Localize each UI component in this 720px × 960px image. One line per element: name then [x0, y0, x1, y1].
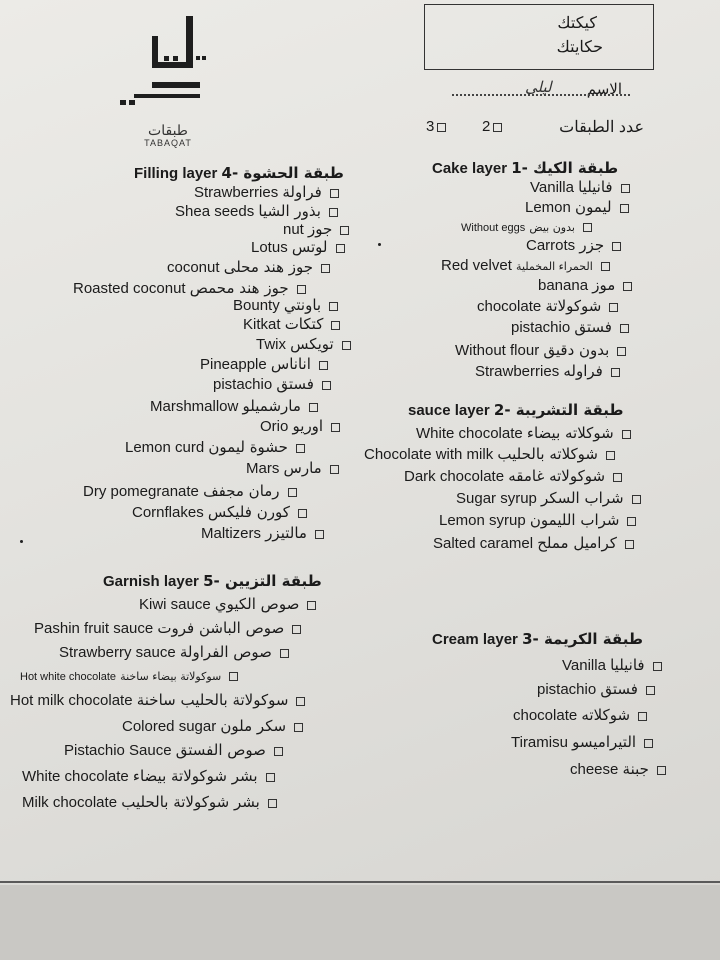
- sauce-layer-title: sauce layer طبقة التشريبة -2: [408, 401, 624, 419]
- garnish-item-pashin-fruit-sauce[interactable]: Pashin fruit sauce صوص الباشن فروت: [34, 619, 301, 637]
- checkbox-icon: [266, 773, 275, 782]
- filling-item-coconut[interactable]: coconut جوز هند محلى: [167, 258, 330, 276]
- filling-item-dry-pomegranate[interactable]: Dry pomegranate رمان مجفف: [83, 482, 297, 500]
- name-handwritten: ليلى: [525, 78, 552, 96]
- cake-item-lemon[interactable]: Lemon ليمون: [525, 198, 629, 216]
- slogan-line-2: حكايتك: [556, 37, 603, 56]
- checkbox-icon: [342, 341, 351, 350]
- filling-item-lotus[interactable]: Lotus لوتس: [251, 238, 345, 256]
- checkbox-icon: [330, 189, 339, 198]
- garnish-item-white-chocolate[interactable]: White chocolate بشر شوكولاتة بيضاء: [22, 767, 275, 785]
- slogan-line-1: كيكتك: [557, 13, 597, 32]
- logo-english: TABAQAT: [144, 138, 192, 148]
- filling-layer-title: Filling layer طبقة الحشوة -4: [134, 164, 344, 182]
- cake-item-red-velvet[interactable]: Red velvet الحمراء المخملية: [441, 257, 610, 274]
- tabaqat-logo-icon: [112, 12, 220, 132]
- checkbox-icon: [322, 381, 331, 390]
- checkbox-icon: [229, 672, 238, 681]
- checkbox-icon: [620, 204, 629, 213]
- checkbox-icon: [329, 208, 338, 217]
- checkbox-icon: [280, 649, 289, 658]
- garnish-item-strawberry-sauce[interactable]: Strawberry sauce صوص الفراولة: [59, 643, 289, 661]
- checkbox-icon: [625, 540, 634, 549]
- checkbox-icon: [329, 302, 338, 311]
- page-edge-line: [0, 881, 720, 883]
- checkbox-icon: [627, 517, 636, 526]
- name-label: الاسم: [586, 81, 622, 98]
- checkbox-icon: [321, 264, 330, 273]
- checkbox-icon: [613, 473, 622, 482]
- checkbox-icon: [601, 262, 610, 271]
- cake-item-without-flour[interactable]: Without flour بدون دقيق: [455, 341, 626, 359]
- cake-item-vanilla[interactable]: Vanilla فانيليا: [530, 178, 630, 196]
- checkbox-icon: [583, 223, 592, 232]
- checkbox-icon: [623, 282, 632, 291]
- slogan-box: [424, 4, 654, 70]
- checkbox-icon: [609, 303, 618, 312]
- garnish-item-milk-chocolate[interactable]: Milk chocolate بشر شوكولاتة بالحليب: [22, 793, 277, 811]
- checkbox-icon: [646, 686, 655, 695]
- cake-item-banana[interactable]: banana موز: [538, 276, 632, 294]
- checkbox-icon: [330, 465, 339, 474]
- filling-item-kitkat[interactable]: Kitkat كتكات: [243, 315, 340, 333]
- sauce-item-white-chocolate[interactable]: White chocolate شوكلاته بيضاء: [416, 424, 631, 442]
- filling-item-strawberries[interactable]: Strawberries فراولة: [194, 183, 339, 201]
- layers-option-2[interactable]: 2: [482, 118, 505, 135]
- garnish-layer-title: Garnish layer طبقة التزيين -5: [103, 572, 322, 590]
- checkbox-icon: [611, 368, 620, 377]
- garnish-item-hot-white-chocolate[interactable]: Hot white chocolate سوكولاتة بيضاء ساخنة: [20, 667, 238, 684]
- checkbox-icon: [612, 242, 621, 251]
- cake-item-chocolate[interactable]: chocolate شوكولاتة: [477, 297, 618, 315]
- sauce-item-dark-chocolate[interactable]: Dark chocolate شوكولاته غامقه: [404, 467, 622, 485]
- checkbox-icon: [274, 747, 283, 756]
- table-surface: [0, 885, 720, 960]
- filling-item-shea-seeds[interactable]: Shea seeds بذور الشيا: [175, 202, 338, 220]
- filling-item-pistachio[interactable]: pistachio فستق: [213, 375, 331, 393]
- ink-dot: [378, 243, 381, 246]
- checkbox-icon: [309, 403, 318, 412]
- checkbox-icon: [493, 123, 502, 132]
- filling-item-lemon-curd[interactable]: Lemon curd حشوة ليمون: [125, 438, 305, 456]
- checkbox-icon: [336, 244, 345, 253]
- checkbox-icon: [620, 324, 629, 333]
- checkbox-icon: [653, 662, 662, 671]
- garnish-item-hot-milk-chocolate[interactable]: Hot milk chocolate سوكولاتة بالحليب ساخنة: [10, 691, 305, 709]
- checkbox-icon: [606, 451, 615, 460]
- cream-item-cheese[interactable]: cheese جبنة: [570, 760, 666, 778]
- checkbox-icon: [340, 226, 349, 235]
- cream-item-chocolate[interactable]: chocolate شوكلاته: [513, 706, 647, 724]
- cream-item-tiramisu[interactable]: Tiramisu التيراميسو: [511, 733, 653, 751]
- sauce-item-lemon-syrup[interactable]: Lemon syrup شراب الليمون: [439, 511, 636, 529]
- layers-count-label: عدد الطبقات: [559, 119, 644, 136]
- checkbox-icon: [288, 488, 297, 497]
- filling-item-orio[interactable]: Orio اوريو: [260, 417, 340, 435]
- checkbox-icon: [622, 430, 631, 439]
- filling-item-roasted-coconut[interactable]: Roasted coconut جوز هند محمص: [73, 279, 306, 297]
- checkbox-icon: [307, 601, 316, 610]
- sauce-item-chocolate-with-milk[interactable]: Chocolate with milk شوكلاته بالحليب: [364, 445, 615, 463]
- garnish-item-kiwi-sauce[interactable]: Kiwi sauce صوص الكيوي: [139, 595, 316, 613]
- filling-item-nut[interactable]: nut جوز: [283, 220, 349, 238]
- filling-item-bounty[interactable]: Bounty باونتي: [233, 296, 338, 314]
- checkbox-icon: [632, 495, 641, 504]
- sauce-item-salted-caramel[interactable]: Salted caramel كراميل مملح: [433, 534, 634, 552]
- checkbox-icon: [292, 625, 301, 634]
- checkbox-icon: [319, 361, 328, 370]
- cake-layer-title: Cake layer طبقة الكيك -1: [432, 159, 619, 177]
- layers-option-3[interactable]: 3: [426, 118, 449, 135]
- checkbox-icon: [315, 530, 324, 539]
- garnish-item-pistachio-sauce[interactable]: Pistachio Sauce صوص الفستق: [64, 741, 283, 759]
- checkbox-icon: [331, 321, 340, 330]
- garnish-item-colored-sugar[interactable]: Colored sugar سكر ملون: [122, 717, 303, 735]
- cream-layer-title: Cream layer طبقة الكريمة -3: [432, 630, 643, 648]
- sauce-item-sugar-syrup[interactable]: Sugar syrup شراب السكر: [456, 489, 641, 507]
- cream-item-pistachio[interactable]: pistachio فستق: [537, 680, 655, 698]
- filling-item-twix[interactable]: Twix تويكس: [256, 335, 351, 353]
- cream-item-vanilla[interactable]: Vanilla فانيليا: [562, 656, 662, 674]
- checkbox-icon: [297, 285, 306, 294]
- filling-item-pineapple[interactable]: Pineapple اناناس: [200, 355, 328, 373]
- checkbox-icon: [644, 739, 653, 748]
- filling-item-maltizers[interactable]: Maltizers مالتيزر: [201, 524, 324, 542]
- cake-item-without-eggs[interactable]: Without eggs بدون بيض: [461, 218, 592, 235]
- ink-dot: [20, 540, 23, 543]
- checkbox-icon: [638, 712, 647, 721]
- cake-item-carrots[interactable]: Carrots جزر: [526, 236, 621, 254]
- checkbox-icon: [657, 766, 666, 775]
- checkbox-icon: [621, 184, 630, 193]
- checkbox-icon: [268, 799, 277, 808]
- checkbox-icon: [296, 444, 305, 453]
- checkbox-icon: [331, 423, 340, 432]
- checkbox-icon: [298, 509, 307, 518]
- checkbox-icon: [437, 123, 446, 132]
- filling-item-mars[interactable]: Mars مارس: [246, 459, 339, 477]
- cake-item-strawberries[interactable]: Strawberries فراوله: [475, 362, 620, 380]
- checkbox-icon: [296, 697, 305, 706]
- filling-item-cornflakes[interactable]: Cornflakes كورن فليكس: [132, 503, 307, 521]
- filling-item-marshmallow[interactable]: Marshmallow مارشميلو: [150, 397, 318, 415]
- checkbox-icon: [294, 723, 303, 732]
- cake-item-pistachio[interactable]: pistachio فستق: [511, 318, 629, 336]
- checkbox-icon: [617, 347, 626, 356]
- logo-arabic: طبقات: [148, 122, 188, 138]
